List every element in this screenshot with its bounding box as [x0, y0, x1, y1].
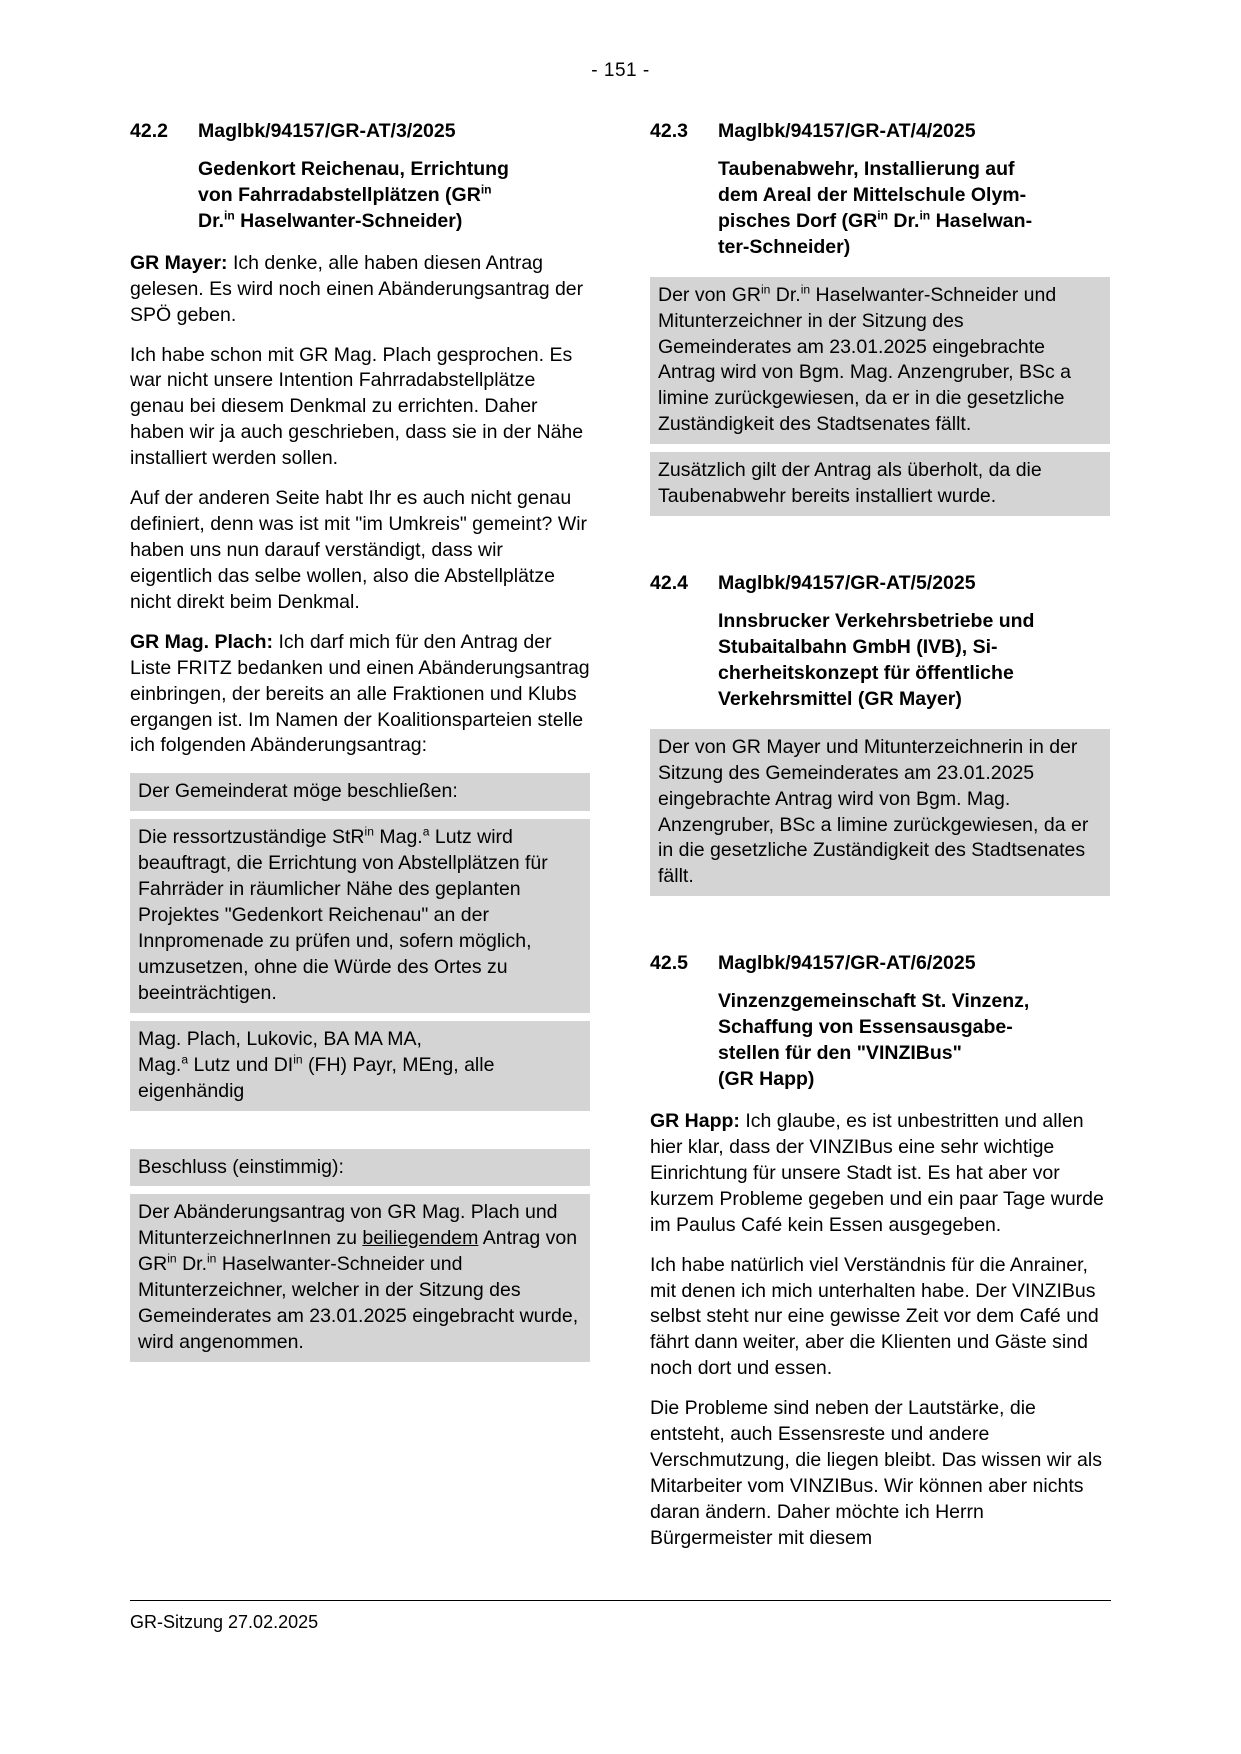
title-line-2: dem Areal der Mittelschule Olym-: [718, 183, 1027, 206]
agenda-item-42-5-heading: [650, 952, 1110, 975]
paragraph-text: Ich darf mich für den Antrag der Liste FRITZ bedanken und einen Abänderungsantrag einbringen, der bereits an alle Fraktionen und Klubs ergangen ist. Im Namen der Koalitionsparteien stelle ich folgenden Abänderungsantrag:: [130, 630, 590, 757]
title-line-1: Vinzenzgemeinschaft St. Vinzenz,: [718, 990, 1030, 1013]
notice-sup-2: in: [800, 282, 811, 297]
decision-sup-1: in: [167, 1251, 177, 1266]
notice-pre: Der von GR: [658, 283, 761, 306]
decision-post: Haselwanter-Schneider und Mitunterzeichner, welcher in der Sitzung des Gemeinderates am 23.01.2025 eingebracht wurde, wird angenommen.: [138, 1253, 579, 1354]
title-sup-1: in: [877, 208, 889, 223]
decision-mid: Antrag von GR: [138, 1227, 578, 1276]
motion-body-pre: Die ressortzuständige StR: [138, 826, 365, 849]
agenda-item-42-3-code: Maglbk/94157/GR-AT/4/2025: [718, 120, 976, 142]
motion-body-text: [138, 825, 582, 1006]
agenda-item-42-4-code: Maglbk/94157/GR-AT/5/2025: [718, 572, 976, 595]
decision-heading-box: [130, 1149, 590, 1187]
motion-body-post: Lutz wird beauftragt, die Errichtung von Abstellplätzen für Fahrräder in räumlicher Nähe des geplanten Projektes "Gedenkort Reichenau" an der Innpromenade zu prüfen und, sofern möglich, umzusetzen, ohne die Würde des Ortes zu beeinträchtigen.: [138, 826, 548, 1004]
title-line-4: Dr.: [888, 209, 920, 232]
signatories-line-2-mid: Lutz und DI: [188, 1053, 294, 1076]
title-sup-2: in: [224, 208, 235, 223]
agenda-item-42-4-number: 42.4: [650, 572, 688, 595]
rejection-notice-text: [658, 283, 1102, 439]
rejection-notice-42-4-box: [650, 729, 1110, 897]
agenda-item-42-3-number: 42.3: [650, 120, 688, 142]
decision-body-box: [130, 1194, 590, 1362]
title-line-1: Innsbrucker Verkehrsbetriebe und: [718, 610, 1035, 633]
agenda-item-42-5-title: [718, 989, 1110, 1093]
speaker-label: GR Mag. Plach:: [130, 630, 274, 653]
spacer: [650, 908, 1110, 952]
title-line-1: Gedenkort Reichenau, Errichtung: [198, 158, 509, 180]
agenda-item-42-5-number: 42.5: [650, 952, 688, 975]
title-line-4: Verkehrsmittel (GR Mayer): [718, 687, 962, 710]
motion-signatories-box: [130, 1021, 590, 1111]
title-line-5: Haselwan-: [930, 209, 1033, 232]
spacer: [650, 528, 1110, 572]
agenda-item-42-2-number: 42.2: [130, 120, 168, 142]
agenda-item-42-3-heading: [650, 120, 1110, 143]
title-line-3: pisches Dorf (GR: [718, 209, 878, 232]
paragraph: [130, 251, 590, 329]
paragraph: [650, 1396, 1110, 1552]
title-line-3: cherheitskonzept für öffentliche: [718, 661, 1014, 684]
motion-body-sup-1: in: [364, 824, 374, 839]
paragraph: [650, 1253, 1110, 1383]
title-line-4: (GR Happ): [718, 1068, 815, 1091]
agenda-item-42-5-code: Maglbk/94157/GR-AT/6/2025: [718, 952, 976, 975]
title-sup-1: in: [480, 182, 492, 197]
decision-mid-2: Dr.: [176, 1253, 207, 1276]
signatories-line-3: eigenhändig: [138, 1079, 245, 1102]
agenda-item-42-3-title: [718, 157, 1110, 261]
title-line-3: Dr.: [198, 209, 225, 232]
speaker-label: GR Mayer:: [130, 251, 228, 274]
agenda-item-42-2-code: Maglbk/94157/GR-AT/3/2025: [198, 120, 456, 142]
rejection-addendum-42-3-box: [650, 452, 1110, 516]
title-line-2: von Fahrradabstellplätzen (GR: [198, 183, 481, 206]
speaker-label: GR Happ:: [650, 1109, 740, 1132]
paragraph: [130, 486, 590, 616]
signatories-sup-2: in: [293, 1052, 303, 1067]
agenda-item-42-4-heading: [650, 572, 1110, 595]
notice-post: Haselwanter-Schneider und Mitunterzeichner in der Sitzung des Gemeinderates am 23.01.2025 eingebrachte Antrag wird von Bgm. Mag. Anzengruber, BSc a limine zurückgewiesen, da er in die gesetzliche Zuständigkeit des Stadtsenates fällt.: [658, 283, 1071, 436]
footer-text: GR-Sitzung 27.02.2025: [130, 1612, 319, 1632]
signatories-line-2-pre: Mag.: [138, 1053, 182, 1076]
paragraph-text: Ich habe schon mit GR Mag. Plach gesprochen. Es war nicht unsere Intention Fahrradabstellplätze genau bei diesem Denkmal zu errichten. Daher haben wir ja auch geschrieben, dass sie in der Nähe installiert werden sollen.: [130, 343, 584, 470]
decision-body-text: [138, 1200, 582, 1356]
title-line-4: Haselwanter-Schneider): [234, 209, 463, 232]
rejection-notice-42-3-box: [650, 277, 1110, 445]
motion-body-box: [130, 819, 590, 1012]
signatories-line-2-post: (FH) Payr, MEng, alle: [302, 1053, 495, 1076]
paragraph-text: Ich habe natürlich viel Verständnis für die Anrainer, mit denen ich mich unterhalten habe. Der VINZIBus selbst steht nur eine gewisse Zeit vor dem Café und fährt dann weiter, aber die Klienten und Gäste sind noch dort und essen.: [650, 1253, 1099, 1380]
decision-heading-text: Beschluss (einstimmig):: [138, 1155, 344, 1178]
paragraph: [650, 1109, 1110, 1239]
motion-signatories-text: [138, 1027, 582, 1105]
left-column: [130, 120, 590, 1566]
right-column: [650, 120, 1110, 1566]
signatories-sup-1: a: [181, 1052, 189, 1067]
agenda-item-42-4-title: [718, 609, 1110, 713]
agenda-item-42-2-title: [198, 157, 590, 235]
rejection-addendum-text: Zusätzlich gilt der Antrag als überholt, da die Taubenabwehr bereits installiert wurde.: [658, 459, 1042, 508]
motion-intro-text: Der Gemeinderat möge beschließen:: [138, 780, 458, 803]
title-line-1: Taubenabwehr, Installierung auf: [718, 158, 1015, 180]
title-line-2: Schaffung von Essensausgabe-: [718, 1016, 1013, 1039]
paragraph-text: Die Probleme sind neben der Lautstärke, die entsteht, auch Essensreste und andere Verschmutzung, die liegen bleibt. Das wissen wir als Mitarbeiter vom VINZIBus. Wir können aber nichts daran ändern. Daher möchte ich Herrn Bürgermeister mit diesem: [650, 1397, 1102, 1549]
paragraph: [130, 343, 590, 473]
rejection-notice-text: Der von GR Mayer und Mitunterzeichnerin in der Sitzung des Gemeinderates am 23.01.2025 eingebrachte Antrag wird von Bgm. Mag. Anzengruber, BSc a limine zurückgewiesen, da er in die gesetzliche Zuständigkeit des Stadtsenates fällt.: [658, 735, 1089, 888]
decision-sup-2: in: [207, 1251, 217, 1266]
paragraph: [130, 630, 590, 760]
attachment-link[interactable]: beiliegendem: [362, 1227, 479, 1250]
title-line-3: stellen für den "VINZIBus": [718, 1042, 962, 1065]
decision-pre: Der Abänderungsantrag von GR Mag. Plach und MitunterzeichnerInnen zu: [138, 1201, 558, 1250]
spacer: [130, 1123, 590, 1149]
title-line-6: ter-Schneider): [718, 235, 851, 258]
title-line-2: Stubaitalbahn GmbH (IVB), Si-: [718, 635, 998, 658]
motion-intro-box: [130, 773, 590, 811]
footer-divider: [130, 1600, 1111, 1601]
notice-mid: Dr.: [770, 283, 801, 306]
title-sup-2: in: [919, 208, 931, 223]
paragraph-text: Ich glaube, es ist unbestritten und allen hier klar, dass der VINZIBus eine sehr wichtige Einrichtung für unsere Stadt ist. Es hat aber vor kurzem Probleme gegeben und ein paar Tage wurde im Paulus Café kein Essen ausgegeben.: [650, 1109, 1104, 1236]
paragraph-text: Ich denke, alle haben diesen Antrag gelesen. Es wird noch einen Abänderungsantrag der SPÖ geben.: [130, 251, 584, 326]
signatories-line-1: Mag. Plach, Lukovic, BA MA MA,: [138, 1027, 422, 1050]
two-column-body: [130, 120, 1111, 1566]
motion-body-mid: Mag.: [373, 826, 423, 849]
notice-sup-1: in: [760, 282, 771, 297]
motion-body-sup-2: a: [422, 824, 430, 839]
agenda-item-42-2-heading: [130, 120, 590, 143]
paragraph-text: Auf der anderen Seite habt Ihr es auch nicht genau definiert, denn was ist mit "im Umkreis" gemeint? Wir haben uns nun darauf verständigt, dass wir eigentlich das selbe wollen, also die Abstellplätze nicht direkt beim Denkmal.: [130, 487, 588, 613]
page-number: - 151 -: [591, 60, 650, 81]
